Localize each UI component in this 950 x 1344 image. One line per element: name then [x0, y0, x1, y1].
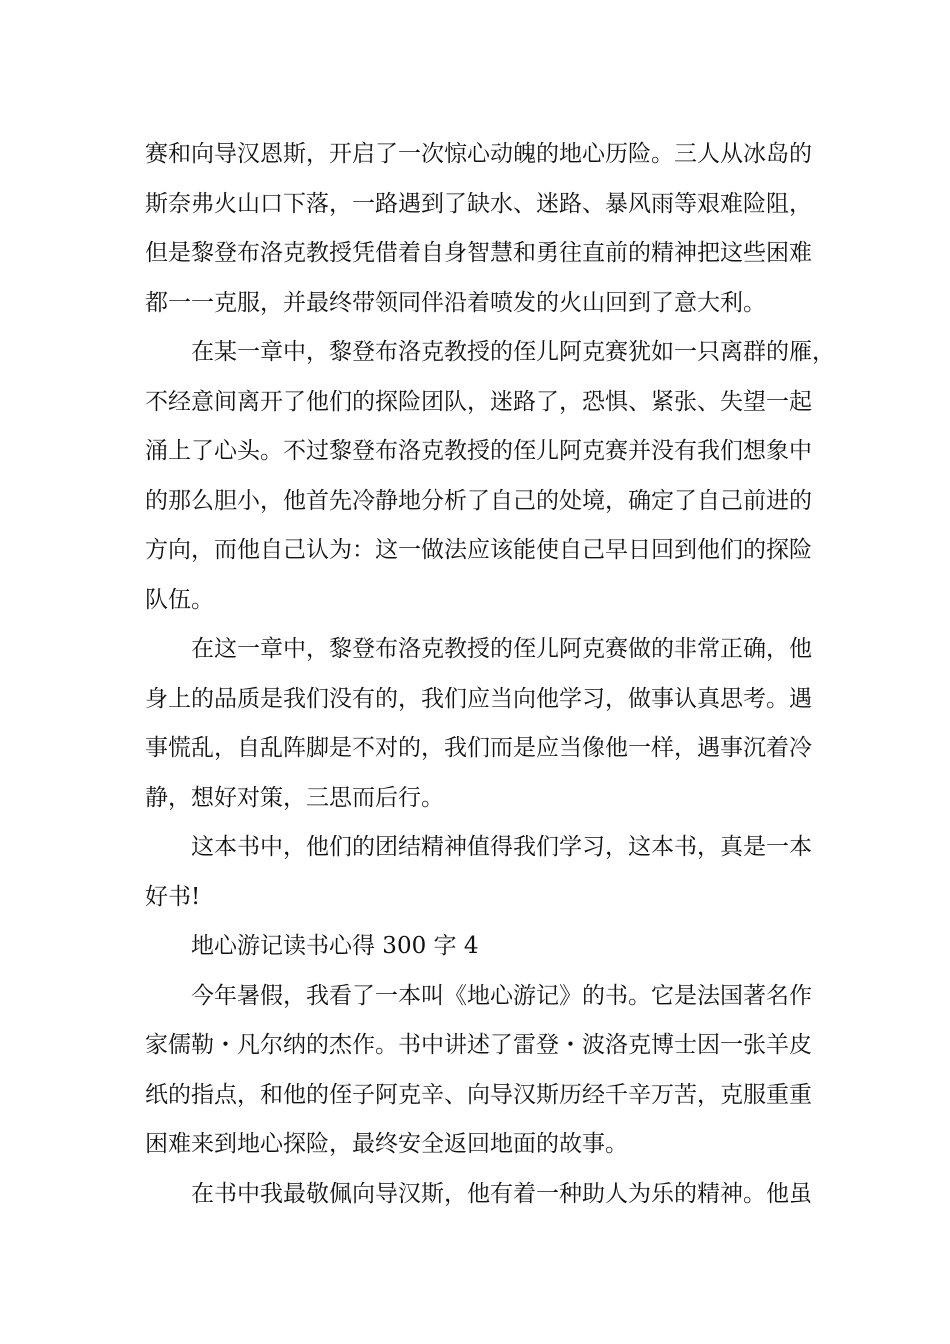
text-line: 方向，而他自己认为：这一做法应该能使自己早日回到他们的探险 [145, 537, 812, 563]
text-line: 都一一克服，并最终带领同伴沿着喷发的火山回到了意大利。 [145, 289, 766, 316]
text-line: 事慌乱，自乱阵脚是不对的，我们而是应当像他一样，遇事沉着冷 [145, 735, 812, 761]
text-line: 但是黎登布洛克教授凭借着自身智慧和勇往直前的精神把这些困难 [145, 240, 812, 266]
text-line: 队伍。 [145, 586, 214, 613]
text-line: 身上的品质是我们没有的，我们应当向他学习，做事认真思考。遇 [145, 685, 812, 712]
text-line: 好书! [145, 883, 201, 910]
text-line: 赛和向导汉恩斯，开启了一次惊心动魄的地心历险。三人从冰岛的 [145, 141, 812, 167]
text-line: 困难来到地心探险，最终安全返回地面的故事。 [145, 1131, 628, 1157]
section-heading: 地心游记读书心得 300 字 4 [191, 933, 479, 959]
paragraph-start-line: 在书中我最敬佩向导汉斯，他有着一种助人为乐的精神。他虽 [191, 1180, 812, 1207]
document-body [145, 130, 835, 1219]
paragraph-start-line: 这本书中，他们的团结精神值得我们学习，这本书，真是一本 [191, 834, 812, 860]
paragraph-start-line: 在这一章中，黎登布洛克教授的侄儿阿克赛做的非常正确，他 [191, 636, 812, 662]
text-line: 家儒勒・凡尔纳的杰作。书中讲述了雷登・波洛克博士因一张羊皮 [145, 1032, 812, 1058]
text-line: 涌上了心头。不过黎登布洛克教授的侄儿阿克赛并没有我们想象中 [145, 438, 812, 464]
text-line: 不经意间离开了他们的探险团队，迷路了，恐惧、紧张、失望一起 [145, 388, 812, 415]
paragraph-start-line: 在某一章中，黎登布洛克教授的侄儿阿克赛犹如一只离群的雁， [191, 339, 835, 365]
text-line: 斯奈弗火山口下落，一路遇到了缺水、迷路、暴风雨等艰难险阻， [145, 190, 812, 217]
text-line: 的那么胆小，他首先冷静地分析了自己的处境，确定了自己前进的 [145, 487, 812, 514]
paragraph-start-line: 今年暑假，我看了一本叫《地心游记》的书。它是法国著名作 [191, 982, 812, 1009]
text-line: 纸的指点，和他的侄子阿克辛、向导汉斯历经千辛万苦，克服重重 [145, 1081, 812, 1108]
text-line: 静，想好对策，三思而后行。 [145, 784, 444, 811]
